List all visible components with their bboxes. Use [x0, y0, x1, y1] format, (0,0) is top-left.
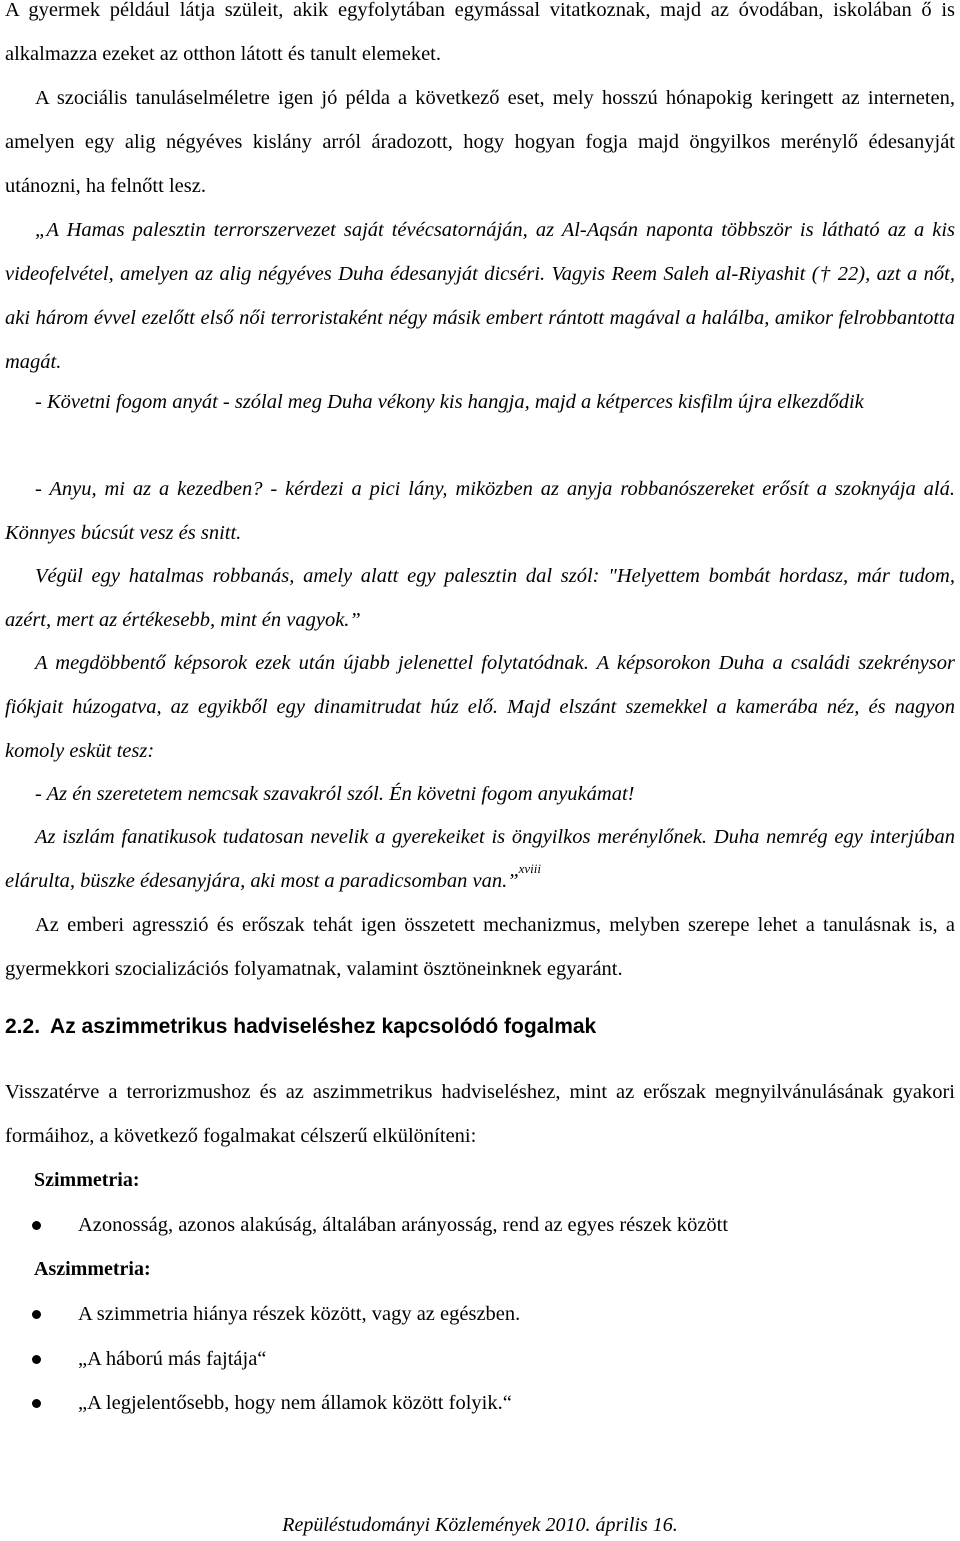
- section-intro: Visszatérve a terrorizmushoz és az aszimmetrikus hadviseléshez, mint az erőszak megnyilvánulásának gyakori formáihoz, a következő fogalmakat célszerű elkülöníteni:: [5, 1081, 955, 1147]
- paragraph-1: A gyermek például látja szüleit, akik egyfolytában egymással vitatkoznak, majd az óvodában, iskolában ő is alkalmazza ezeket az otthon látott és tanult elemeket.: [5, 0, 955, 65]
- endnote-marker: xviii: [518, 861, 541, 876]
- paragraph-4-quote: - Követni fogom anyát - szólal meg Duha vékony kis hangja, majd a kétperces kisfilm újra elkezdődik: [35, 391, 864, 413]
- paragraph-7-quote: A megdöbbentő képsorok ezek után újabb jelenettel folytatódnak. A képsorokon Duha a családi szekrénysor fiókjait húzogatva, az egyikből egy dinamitrudat húz elő. Majd elszánt szemekkel a kamerába néz, és nagyon komoly esküt tesz:: [5, 652, 955, 762]
- paragraph-3-quote: „A Hamas palesztin terrorszervezet saját tévécsatornáján, az Al-Aqsán naponta többször is látható az a kis videofelvétel, amelyen az alig négyéves Duha édesanyját dicséri. Vagyis Reem Saleh al-Riyashit († 22), azt a nőt, aki három évvel ezelőtt első női terroristaként négy másik embert rántott magával a halálba, amikor felrobbantotta magát.: [5, 219, 955, 373]
- list-item-text: „A háború más fajtája“: [78, 1348, 267, 1370]
- bullet-icon: [32, 1221, 41, 1230]
- section-title: Az aszimmetrikus hadviseléshez kapcsolódó fogalmak: [50, 1015, 597, 1038]
- paragraph-9-quote: [5, 815, 955, 903]
- paragraph-5-quote: - Anyu, mi az a kezedben? - kérdezi a pici lány, miközben az anyja robbanószereket erősít a szoknyája alá. Könnyes búcsút vesz és snitt.: [5, 478, 955, 544]
- list-item-text: A szimmetria hiánya részek között, vagy az egészben.: [78, 1303, 521, 1325]
- label-symmetry: Szimmetria:: [34, 1169, 140, 1191]
- bullet-icon: [32, 1355, 41, 1364]
- label-asymmetry: Aszimmetria:: [34, 1258, 151, 1280]
- paragraph-10: Az emberi agresszió és erőszak tehát igen összetett mechanizmus, melyben szerepe lehet a tanulásnak is, a gyermekkori szocializációs folyamatnak, valamint ösztöneinknek egyaránt.: [5, 914, 955, 980]
- bullet-icon: [32, 1399, 41, 1408]
- section-heading: [5, 1015, 596, 1039]
- list-item-text: Azonosság, azonos alakúság, általában arányosság, rend az egyes részek között: [78, 1214, 729, 1236]
- paragraph-2: A szociális tanuláselméletre igen jó példa a következő eset, mely hosszú hónapokig keringett az interneten, amelyen egy alig négyéves kislány arról áradozott, hogy hogyan fogja majd öngyilkos merénylő édesanyját utánozni, ha felnőtt lesz.: [5, 87, 955, 197]
- paragraph-8-quote: - Az én szeretetem nemcsak szavakról szól. Én követni fogom anyukámat!: [35, 783, 635, 805]
- section-number: 2.2.: [5, 1015, 41, 1038]
- paragraph-6-quote: Végül egy hatalmas robbanás, amely alatt egy palesztin dal szól: "Helyettem bombát hordasz, már tudom, azért, mert az értékesebb, mint én vagyok.”: [5, 565, 955, 631]
- paragraph-9-text: Az iszlám fanatikusok tudatosan nevelik a gyerekeiket is öngyilkos merénylőnek. Duha nemrég egy interjúban elárulta, büszke édesanyjára, aki most a paradicsomban van.”: [5, 826, 955, 892]
- page-footer: Repüléstudományi Közlemények 2010. április 16.: [282, 1514, 678, 1536]
- bullet-icon: [32, 1310, 41, 1319]
- list-item-text: „A legjelentősebb, hogy nem államok között folyik.“: [78, 1392, 512, 1414]
